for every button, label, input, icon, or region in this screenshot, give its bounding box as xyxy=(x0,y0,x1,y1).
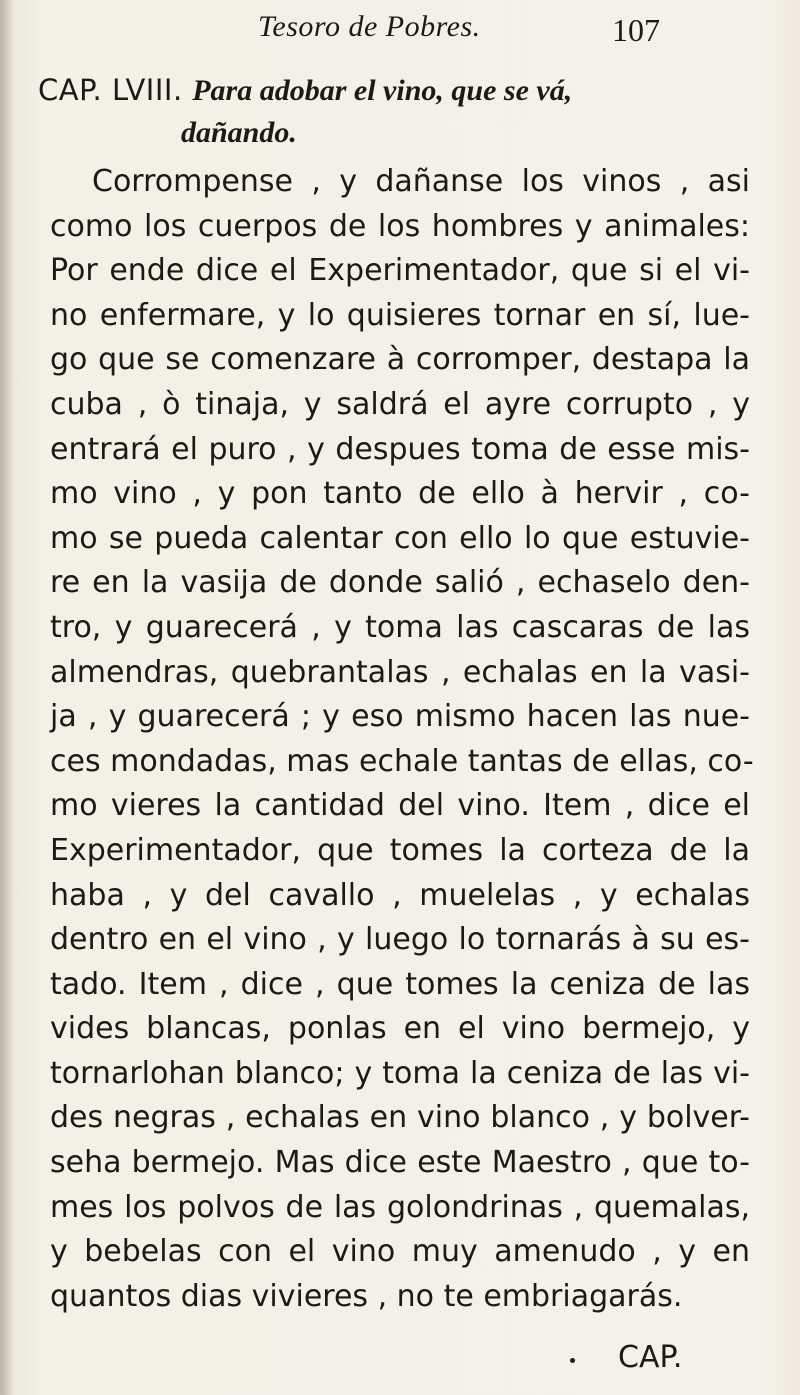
text-line: quantos dias vivieres , no te embriagarás. xyxy=(50,1278,683,1314)
text-line: Por ende dice el Experimentador, que si el vi- xyxy=(50,253,750,289)
text-line: Experimentador, que tomes la corteza de la xyxy=(50,832,750,868)
text-line: como los cuerpos de los hombres y animales: xyxy=(50,208,750,244)
chapter-label: CAP. LVIII. xyxy=(38,73,183,107)
text-line: almendras, quebrantalas , echalas en la vasi- xyxy=(50,654,750,690)
text-line: cuba , ò tinaja, y saldrá el ayre corrupto , y xyxy=(50,386,750,422)
text-line: Corrompense , y dañanse los vinos , asi xyxy=(92,164,750,199)
text-line: tado. Item , dice , que tomes la ceniza de las xyxy=(50,966,750,1002)
text-line: re en la vasija de donde salió , echaselo den- xyxy=(50,565,750,601)
chapter-title-part-2: dañando. xyxy=(181,116,297,149)
running-head xyxy=(0,4,800,50)
text-line: haba , y del cavallo , muelelas , y echalas xyxy=(50,877,750,913)
page-dot-mark xyxy=(570,1358,575,1363)
text-line: mo se pueda calentar con ello lo que estuvie- xyxy=(50,520,750,556)
text-line: vides blancas, ponlas en el vino bermejo, y xyxy=(50,1011,750,1047)
text-line: mo vieres la cantidad del vino. Item , dice el xyxy=(50,788,750,824)
chapter-title-part-1: Para adobar el vino, que se vá, xyxy=(192,74,573,107)
catchword: CAP. xyxy=(618,1340,683,1375)
text-line: no enfermare, y lo quisieres tornar en sí, lue- xyxy=(50,297,750,333)
running-head-title: Tesoro de Pobres. xyxy=(258,10,481,43)
chapter-heading-line-1 xyxy=(38,68,738,113)
text-line: seha bermejo. Mas dice este Maestro , que to- xyxy=(50,1145,750,1181)
text-line: tro, y guarecerá , y toma las cascaras de las xyxy=(50,609,750,645)
page-number: 107 xyxy=(612,12,660,48)
text-line: dentro en el vino , y luego lo tornarás à su es- xyxy=(50,922,750,958)
text-line: mo vino , y pon tanto de ello à hervir , co- xyxy=(50,476,750,512)
text-line: des negras , echalas en vino blanco , y bolver- xyxy=(50,1100,750,1136)
chapter-heading xyxy=(38,68,738,153)
body-text xyxy=(50,160,754,1319)
text-line: go que se comenzare à corromper, destapa la xyxy=(50,342,750,378)
text-line: ja , y guarecerá ; y eso mismo hacen las nue- xyxy=(50,699,750,735)
page-gutter-shadow xyxy=(0,0,14,1395)
text-line: y bebelas con el vino muy amenudo , y en xyxy=(50,1234,750,1270)
text-line: entrará el puro , y despues toma de esse mis- xyxy=(50,431,750,467)
text-line: mes los polvos de las golondrinas , quemalas, xyxy=(50,1189,750,1225)
text-line: ces mondadas, mas echale tantas de ellas, co- xyxy=(50,743,754,779)
text-line: tornarlohan blanco; y toma la ceniza de las vi- xyxy=(50,1055,750,1091)
